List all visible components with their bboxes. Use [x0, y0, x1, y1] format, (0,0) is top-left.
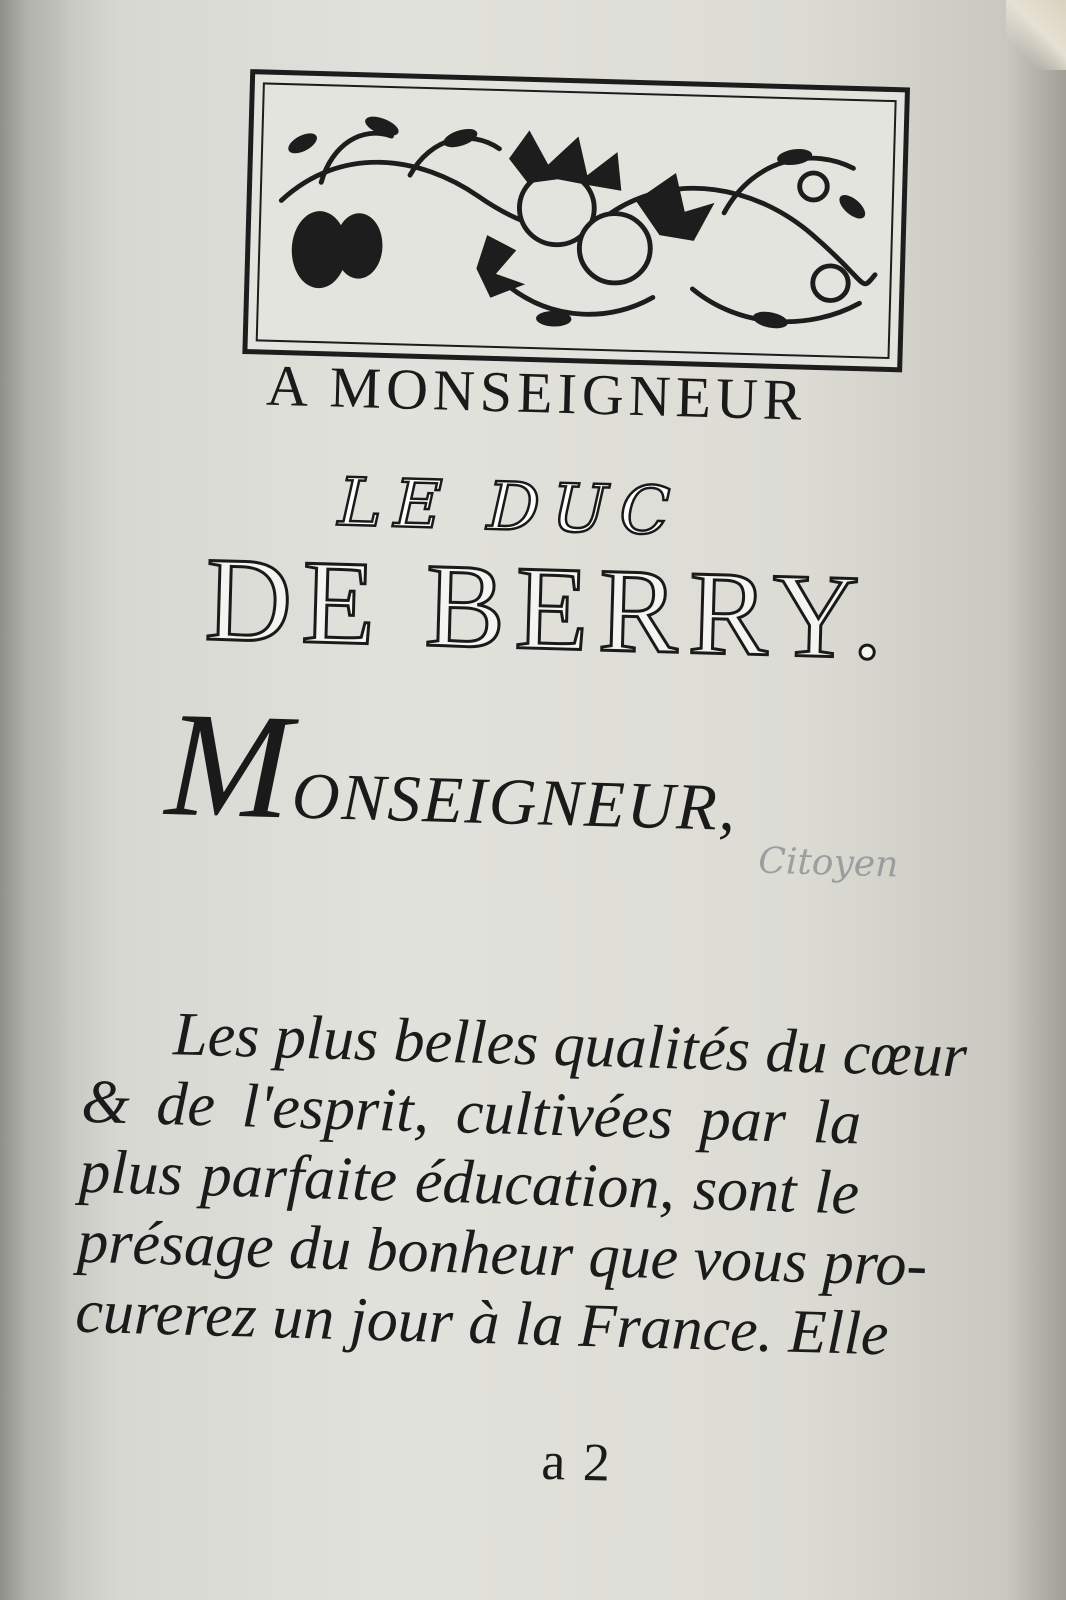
dedication-paragraph: [74, 997, 968, 1369]
address-line-2: LE DUC: [337, 463, 684, 551]
salutation-rest: ONSEIGNEUR,: [290, 759, 739, 845]
salutation: [163, 681, 740, 855]
address-line-1: A MONSEIGNEUR: [265, 352, 808, 433]
salutation-initial: M: [163, 681, 296, 851]
floral-ornament-icon: [258, 84, 895, 356]
paragraph-line: Les plus belles qualités du cœur: [172, 1000, 968, 1091]
paragraph-line: curerez un jour à la France. Elle: [74, 1277, 890, 1369]
floral-headpiece-ornament: [242, 69, 910, 372]
paragraph-line: présage du bonheur que vous pro-: [76, 1207, 929, 1300]
handwritten-pencil-note: Citoyen: [757, 840, 899, 886]
printed-page: [38, 0, 1042, 1600]
paragraph-line: & de l'esprit, cultivées par la: [80, 1067, 863, 1158]
signature-mark: a 2: [540, 1430, 613, 1493]
paragraph-line: plus parfaite éducation, sont le: [78, 1137, 861, 1228]
address-line-3: DE BERRY.: [203, 532, 896, 685]
